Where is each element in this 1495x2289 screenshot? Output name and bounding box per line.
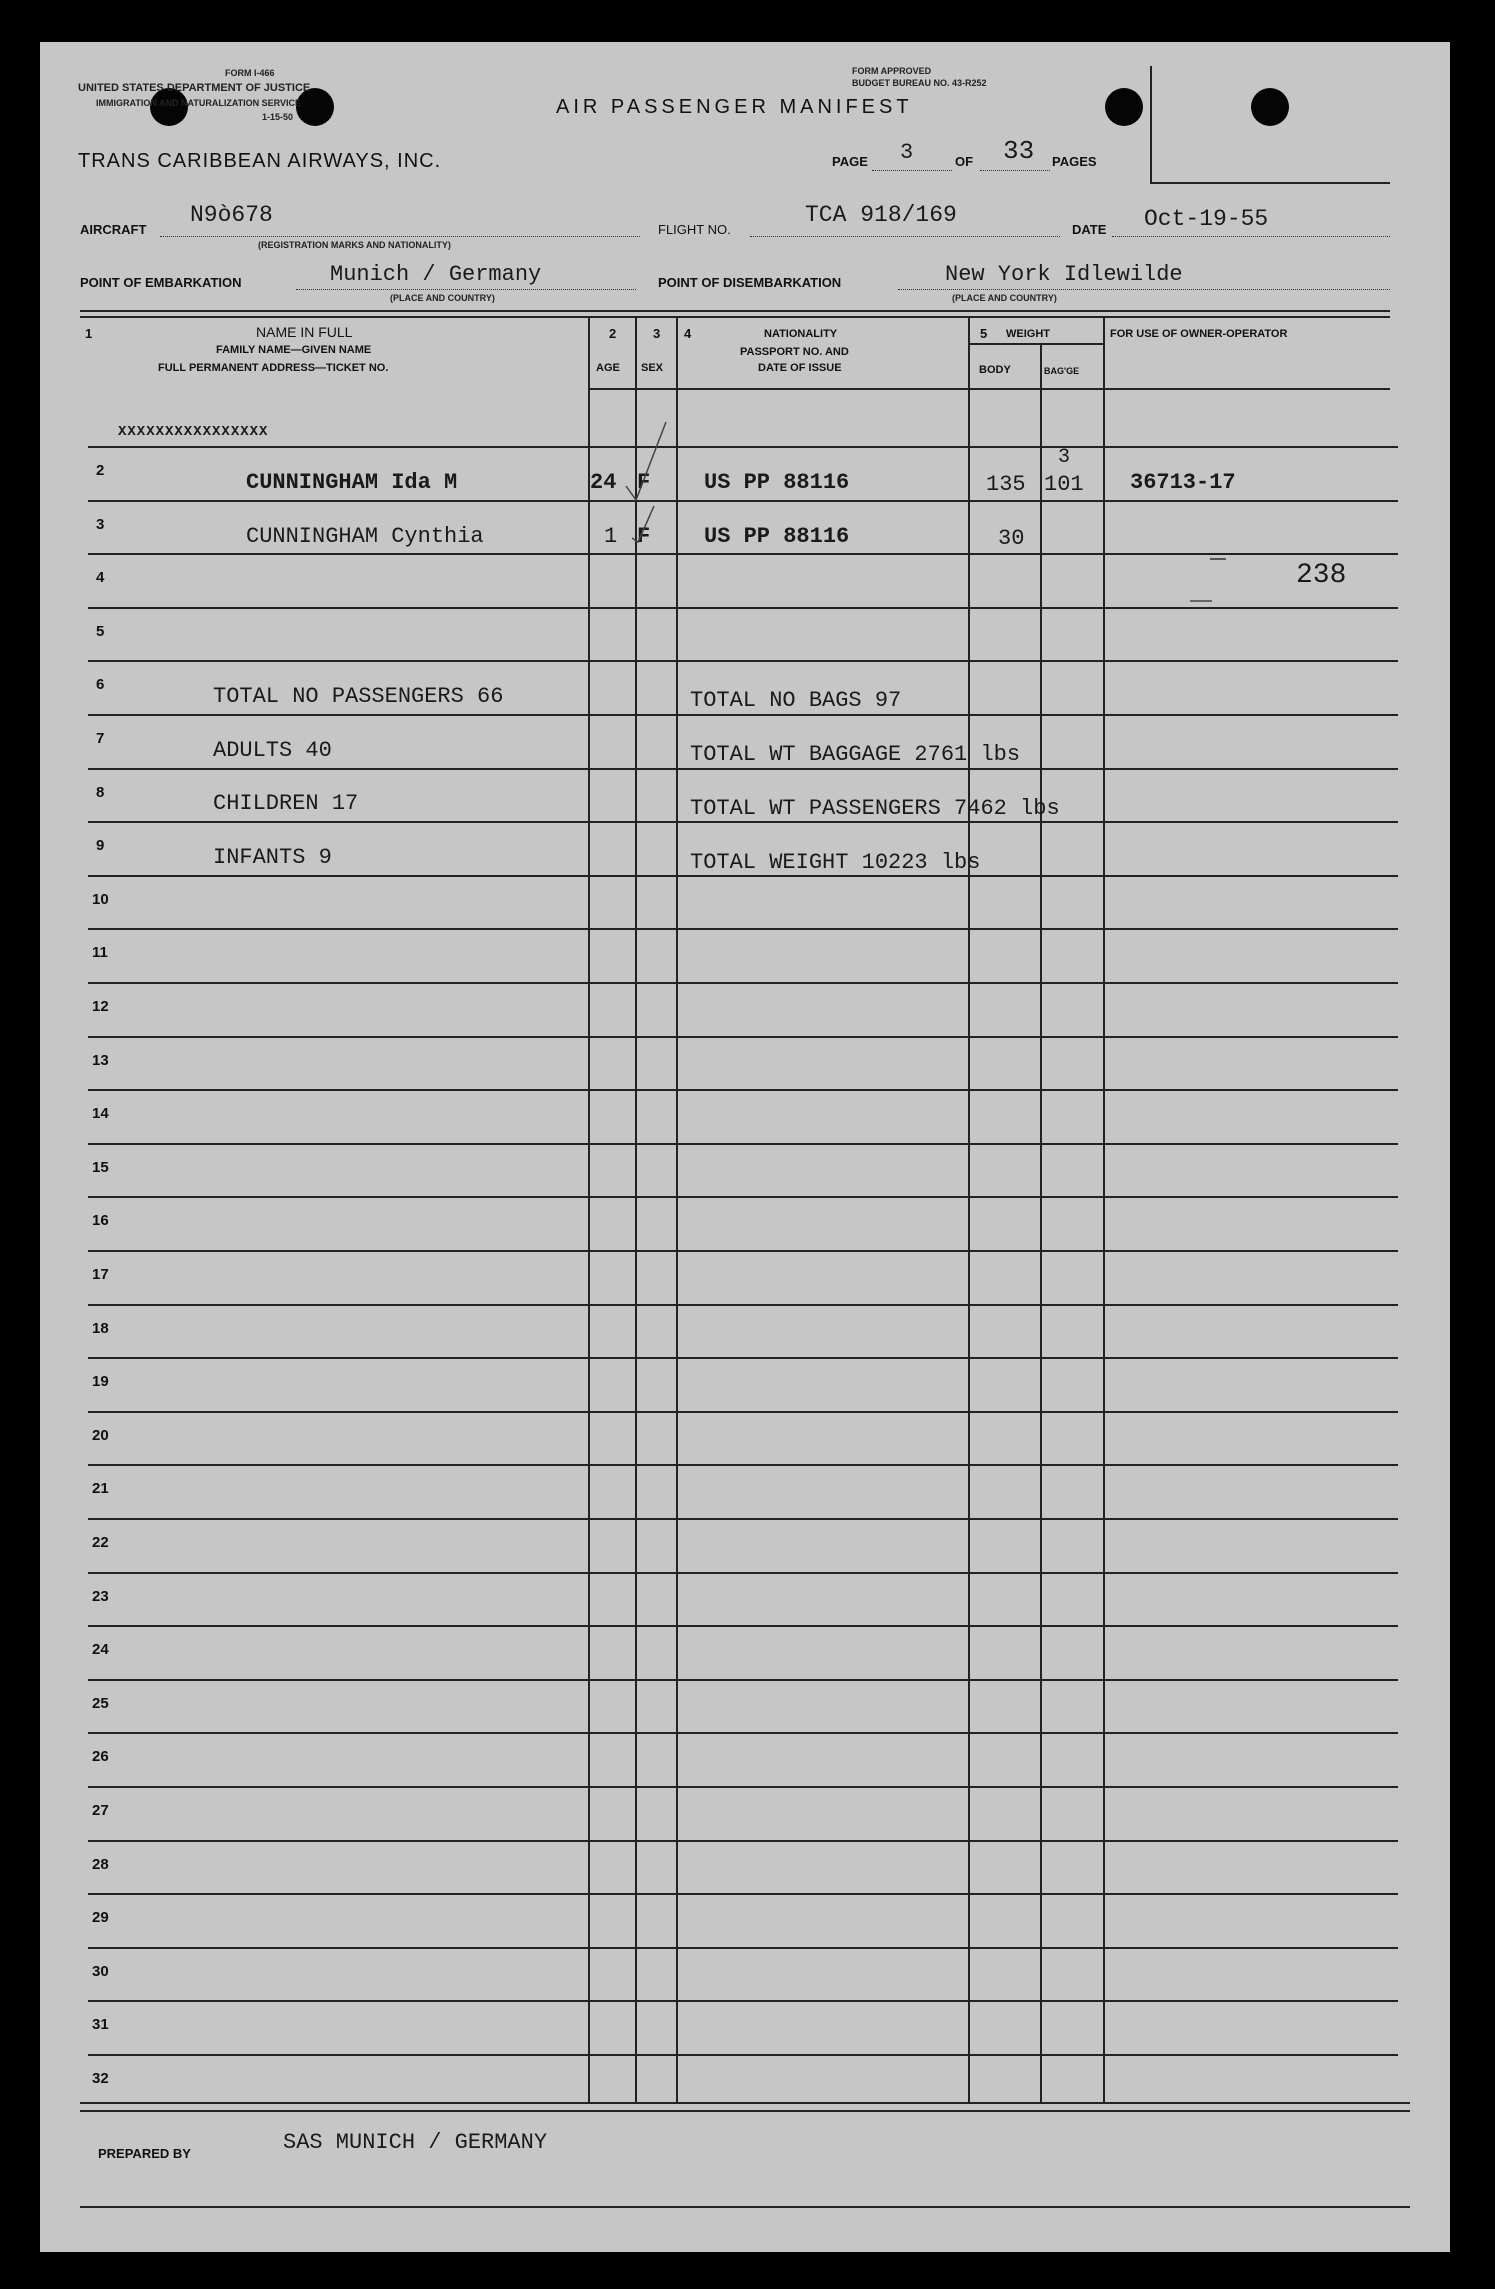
row-number: 14 bbox=[92, 1105, 109, 1122]
service-name: IMMIGRATION AND NATURALIZATION SERVICE bbox=[96, 98, 301, 108]
row-rule bbox=[88, 1893, 1398, 1895]
col-name-header: NAME IN FULL bbox=[256, 324, 353, 340]
row-rule bbox=[88, 1411, 1398, 1413]
page-total-line bbox=[980, 170, 1050, 171]
row-number: 7 bbox=[96, 730, 105, 747]
row-number: 30 bbox=[92, 1963, 109, 1980]
row-number: 25 bbox=[92, 1695, 109, 1712]
row-rule bbox=[88, 1304, 1398, 1306]
row-number: 17 bbox=[92, 1266, 109, 1283]
disembark-value: New York Idlewilde bbox=[945, 262, 1183, 287]
passenger-1-sex: F bbox=[637, 470, 651, 495]
row-rule bbox=[88, 553, 1398, 555]
row-number: 19 bbox=[92, 1373, 109, 1390]
row-rule bbox=[88, 1625, 1398, 1627]
row-rule bbox=[88, 1732, 1398, 1734]
punch-hole-3 bbox=[1105, 88, 1143, 126]
pages-label: PAGES bbox=[1052, 154, 1097, 169]
total-bags: TOTAL NO BAGS 97 bbox=[690, 688, 902, 713]
total-weight: TOTAL WEIGHT 10223 lbs bbox=[690, 850, 981, 875]
row-rule bbox=[88, 1036, 1398, 1038]
col-weight-header: WEIGHT bbox=[1006, 328, 1050, 340]
table-bottom-rule-1 bbox=[80, 2102, 1410, 2104]
col-1-number: 1 bbox=[85, 326, 93, 341]
passenger-1-baggage: 101 bbox=[1044, 472, 1084, 497]
row-number: 13 bbox=[92, 1052, 109, 1069]
embark-label: POINT OF EMBARKATION bbox=[80, 275, 242, 290]
embark-caption: (PLACE AND COUNTRY) bbox=[390, 293, 495, 303]
aircraft-label: AIRCRAFT bbox=[80, 222, 147, 237]
passenger-2-body: 30 bbox=[998, 526, 1025, 551]
col-sex-header: SEX bbox=[641, 362, 664, 374]
col-name-sub1: FAMILY NAME—GIVEN NAME bbox=[216, 344, 372, 356]
col-body-header: BODY bbox=[979, 364, 1011, 376]
row-rule bbox=[88, 500, 1398, 502]
flight-line bbox=[750, 236, 1060, 237]
col-age-header: AGE bbox=[596, 362, 620, 374]
page-number: 3 bbox=[900, 140, 914, 165]
row-rule bbox=[88, 768, 1398, 770]
airline-name: TRANS CARIBBEAN AIRWAYS, INC. bbox=[78, 150, 442, 172]
aircraft-caption: (REGISTRATION MARKS AND NATIONALITY) bbox=[258, 240, 451, 250]
passenger-1-name: CUNNINGHAM Ida M bbox=[246, 470, 458, 495]
passenger-2-age: 1 bbox=[604, 524, 618, 549]
row-number: 11 bbox=[92, 944, 108, 961]
table-bottom-rule-2 bbox=[80, 2110, 1410, 2112]
disembark-label: POINT OF DISEMBARKATION bbox=[658, 275, 842, 290]
row-number: 24 bbox=[92, 1641, 109, 1658]
col-issue-header: DATE OF ISSUE bbox=[758, 362, 842, 374]
vline-nationality bbox=[968, 316, 970, 2102]
row-number: 6 bbox=[96, 676, 105, 693]
vline-baggage bbox=[1103, 316, 1105, 2102]
row-rule bbox=[88, 982, 1398, 984]
row-number: 32 bbox=[92, 2070, 109, 2087]
page-no-line bbox=[872, 170, 952, 171]
row-rule bbox=[88, 2054, 1398, 2056]
total-weight-baggage: TOTAL WT BAGGAGE 2761 lbs bbox=[690, 742, 1021, 767]
page-total: 33 bbox=[1003, 136, 1035, 166]
passenger-1-body: 135 bbox=[986, 472, 1026, 497]
col-passport-header: PASSPORT NO. AND bbox=[740, 346, 849, 358]
row-number: 28 bbox=[92, 1856, 109, 1873]
page-label: PAGE bbox=[832, 154, 868, 169]
flight-value: TCA 918/169 bbox=[805, 202, 957, 228]
of-label: OF bbox=[955, 154, 974, 169]
passenger-2-passport: US PP 88116 bbox=[704, 524, 850, 549]
row-number: 12 bbox=[92, 998, 109, 1015]
row-number: 22 bbox=[92, 1534, 109, 1551]
row-number: 20 bbox=[92, 1427, 109, 1444]
total-weight-passengers: TOTAL WT PASSENGERS 7462 lbs bbox=[690, 796, 1060, 821]
row-rule bbox=[88, 1089, 1398, 1091]
side-total: 238 bbox=[1296, 560, 1347, 591]
disembark-line bbox=[898, 289, 1390, 290]
row-rule bbox=[88, 1518, 1398, 1520]
row-rule bbox=[88, 1786, 1398, 1788]
vline-age bbox=[635, 316, 637, 2102]
vline-name bbox=[588, 316, 590, 2102]
stamp-box-left bbox=[1150, 66, 1152, 184]
row-number: 27 bbox=[92, 1802, 109, 1819]
embark-line bbox=[296, 289, 636, 290]
row-number: 21 bbox=[92, 1480, 109, 1497]
row-number: 31 bbox=[92, 2016, 109, 2033]
side-total-marks-2 bbox=[1190, 600, 1212, 602]
row-number: 3 bbox=[96, 516, 105, 533]
date-label: DATE bbox=[1072, 222, 1107, 237]
table-top-rule-1 bbox=[80, 310, 1390, 312]
row-number: 2 bbox=[96, 462, 105, 479]
row-rule bbox=[88, 660, 1398, 662]
row-number: 23 bbox=[92, 1588, 109, 1605]
header-bottom-rule bbox=[590, 388, 1390, 390]
agency-name: UNITED STATES DEPARTMENT OF JUSTICE bbox=[78, 82, 311, 94]
row-rule bbox=[88, 1947, 1398, 1949]
row-number: 9 bbox=[96, 837, 105, 854]
row-rule bbox=[88, 1464, 1398, 1466]
disembark-caption: (PLACE AND COUNTRY) bbox=[952, 293, 1057, 303]
form-approved: FORM APPROVED bbox=[852, 66, 932, 76]
col-nationality-header: NATIONALITY bbox=[764, 328, 838, 340]
row-number: 15 bbox=[92, 1159, 109, 1176]
vline-sex bbox=[676, 316, 678, 2102]
row-rule bbox=[88, 2000, 1398, 2002]
punch-hole-4 bbox=[1251, 88, 1289, 126]
row-rule bbox=[88, 1196, 1398, 1198]
row-rule bbox=[88, 607, 1398, 609]
aircraft-value: N9ò678 bbox=[190, 202, 273, 228]
form-date: 1-15-50 bbox=[262, 112, 294, 122]
total-adults: ADULTS 40 bbox=[213, 738, 332, 763]
row-number: 8 bbox=[96, 784, 105, 801]
row-rule bbox=[88, 1679, 1398, 1681]
col-baggage-header: BAG'GE bbox=[1044, 366, 1080, 376]
row-number: 10 bbox=[92, 891, 109, 908]
passenger-1-age: 24 bbox=[590, 470, 617, 495]
row-number: 4 bbox=[96, 569, 105, 586]
row-rule bbox=[88, 1250, 1398, 1252]
stamp-box-bottom bbox=[1150, 182, 1390, 184]
passenger-1-ticket: 36713-17 bbox=[1130, 470, 1236, 495]
manifest-title: AIR PASSENGER MANIFEST bbox=[556, 96, 913, 118]
weight-sub-rule bbox=[968, 343, 1104, 345]
prepared-by-label: PREPARED BY bbox=[98, 2146, 191, 2161]
row-rule bbox=[88, 1840, 1398, 1842]
row-rule bbox=[88, 928, 1398, 930]
aircraft-line bbox=[160, 236, 640, 237]
total-children: CHILDREN 17 bbox=[213, 791, 359, 816]
total-passengers: TOTAL NO PASSENGERS 66 bbox=[213, 684, 504, 709]
passenger-2-sex: F bbox=[637, 524, 651, 549]
row-rule bbox=[88, 446, 1398, 448]
prepared-by-value: SAS MUNICH / GERMANY bbox=[283, 2130, 548, 2155]
col-operator-header: FOR USE OF OWNER-OPERATOR bbox=[1110, 328, 1288, 340]
passenger-2-name: CUNNINGHAM Cynthia bbox=[246, 524, 484, 549]
date-line bbox=[1112, 236, 1390, 237]
row-number: 29 bbox=[92, 1909, 109, 1926]
passenger-1-bag-count: 3 bbox=[1058, 446, 1071, 469]
row-rule bbox=[88, 821, 1398, 823]
col-3-number: 3 bbox=[653, 326, 661, 341]
passenger-1-passport: US PP 88116 bbox=[704, 470, 850, 495]
row-rule bbox=[88, 875, 1398, 877]
col-2-number: 2 bbox=[609, 326, 617, 341]
table-top-rule-2 bbox=[80, 316, 1390, 318]
row-rule bbox=[88, 1357, 1398, 1359]
form-number: FORM I-466 bbox=[225, 68, 275, 78]
embark-value: Munich / Germany bbox=[330, 262, 542, 287]
row-rule bbox=[88, 1572, 1398, 1574]
check-mark-icon bbox=[616, 414, 676, 544]
date-value: Oct-19-55 bbox=[1144, 206, 1269, 232]
flight-label: FLIGHT NO. bbox=[658, 222, 731, 237]
row-number: 5 bbox=[96, 623, 105, 640]
col-4-number: 4 bbox=[684, 326, 692, 341]
footer-rule bbox=[80, 2206, 1410, 2208]
col-5-number: 5 bbox=[980, 326, 988, 341]
row-number: 18 bbox=[92, 1320, 109, 1337]
row-number: 16 bbox=[92, 1212, 109, 1229]
row-rule bbox=[88, 714, 1398, 716]
row-rule bbox=[88, 1143, 1398, 1145]
side-total-marks bbox=[1210, 558, 1226, 560]
total-infants: INFANTS 9 bbox=[213, 845, 332, 870]
row-number: 26 bbox=[92, 1748, 109, 1765]
budget-bureau: BUDGET BUREAU NO. 43-R252 bbox=[852, 78, 987, 88]
col-name-sub2: FULL PERMANENT ADDRESS—TICKET NO. bbox=[158, 362, 389, 374]
struck-out-entry: XXXXXXXXXXXXXXXX bbox=[118, 424, 269, 440]
